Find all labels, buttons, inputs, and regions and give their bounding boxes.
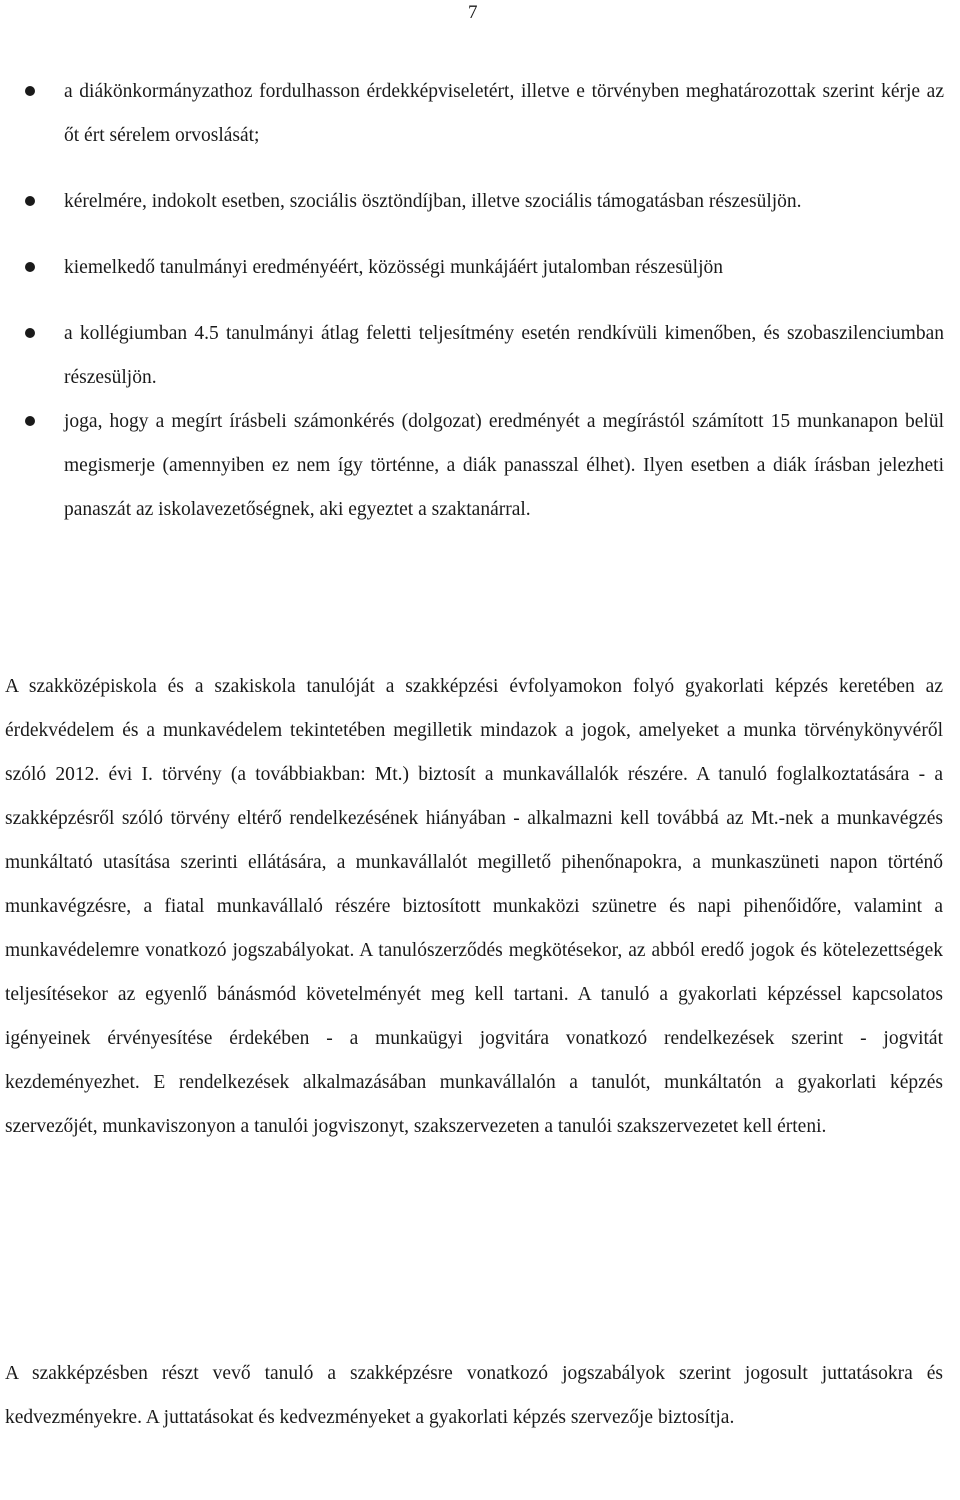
bullet-dot-icon	[25, 416, 35, 426]
bullet-text: kiemelkedő tanulmányi eredményéért, közösségi munkájáért jutalomban részesüljön	[64, 257, 723, 278]
rights-bullet-list	[0, 70, 960, 554]
bullet-text: a diákönkormányzathoz fordulhasson érdekképviseletért, illetve e törvényben meghatározottak szerint kérje az őt ért sérelem orvoslását;	[64, 81, 944, 146]
bullet-dot-icon	[25, 262, 35, 272]
bullet-item	[0, 70, 960, 158]
bullet-item	[0, 180, 960, 224]
bullet-text: joga, hogy a megírt írásbeli számonkérés (dolgozat) eredményét a megírástól számított 15 munkanapon belül megismerje (amennyiben ez nem így történne, a diák panasszal élhet). Ilyen esetben a diák írásban jelezheti panaszát az iskolavezetőségnek, aki egyeztet a szaktanárral.	[64, 411, 944, 520]
bullet-dot-icon	[25, 328, 35, 338]
bullet-dot-icon	[25, 196, 35, 206]
bullet-item	[0, 246, 960, 290]
page-number: 7	[468, 2, 478, 23]
bullet-text: kérelmére, indokolt esetben, szociális ösztöndíjban, illetve szociális támogatásban részesüljön.	[64, 191, 802, 212]
bullet-dot-icon	[25, 86, 35, 96]
bullet-text: a kollégiumban 4.5 tanulmányi átlag feletti teljesítmény esetén rendkívüli kimenőben, és szobaszilenciumban részesüljön.	[64, 323, 944, 388]
body-paragraph-labor-rights: A szakközépiskola és a szakiskola tanulóját a szakképzési évfolyamokon folyó gyakorlati képzés keretében az érdekvédelem és a munkavédelem tekintetében megilletik mindazok a jogok, amelyeket a munka törvénykönyvéről szóló 2012. évi I. törvény (a továbbiakban: Mt.) biztosít a munkavállalók részére. A tanuló foglalkoztatására - a szakképzésről szóló törvény eltérő rendelkezésének hiányában - alkalmazni kell továbbá az Mt.-nek a munkavégzés munkáltató utasítása szerinti ellátására, a munkavállalót megillető pihenőnapokra, a munkaszüneti napon történő munkavégzésre, a fiatal munkavállaló részére biztosított munkaközi szünetre és napi pihenőidőre, valamint a munkavédelemre vonatkozó jogszabályokat. A tanulószerződés megkötésekor, az abból eredő jogok és kötelezettségek teljesítésekor az egyenlő bánásmód követelményét meg kell tartani. A tanuló a gyakorlati képzéssel kapcsolatos igényeinek érvényesítése érdekében - a munkaügyi jogvitára vonatkozó rendelkezések szerint - jogvitát kezdeményezhet. E rendelkezések alkalmazásában munkavállalón a tanulót, munkáltatón a gyakorlati képzés szervezőjét, munkaviszonyon a tanulói jogviszonyt, szakszervezeten a tanulói szakszervezetet kell érteni.	[5, 676, 943, 1137]
bullet-item	[0, 312, 960, 400]
bullet-item	[0, 400, 960, 532]
body-paragraph-benefits: A szakképzésben részt vevő tanuló a szakképzésre vonatkozó jogszabályok szerint jogosult juttatásokra és kedvezményekre. A juttatásokat és kedvezményeket a gyakorlati képzés szervezője biztosítja.	[5, 1363, 943, 1428]
